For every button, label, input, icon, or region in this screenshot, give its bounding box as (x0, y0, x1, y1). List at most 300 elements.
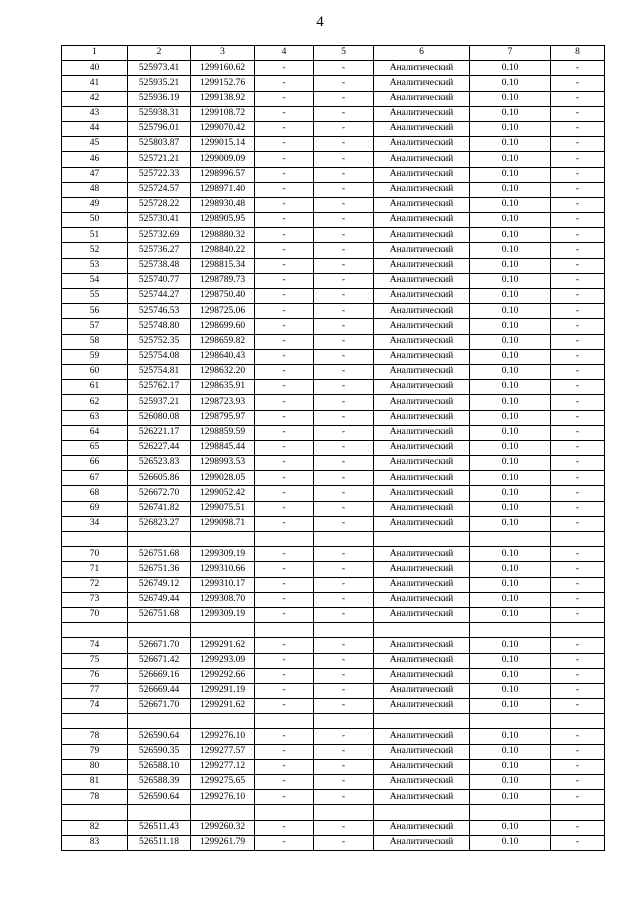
table-cell: 1299009.09 (191, 152, 255, 167)
table-cell: 0.10 (470, 775, 551, 790)
table-cell: 526588.39 (128, 775, 191, 790)
table-cell: 0.10 (470, 516, 551, 531)
table-cell: 40 (62, 61, 128, 76)
table-row (62, 577, 605, 592)
table-cell: 0.10 (470, 243, 551, 258)
table-cell: - (314, 820, 374, 835)
table-cell: Аналитический (374, 790, 470, 805)
table-row (62, 486, 605, 501)
table-cell: - (551, 121, 605, 136)
table-cell: 526080.08 (128, 410, 191, 425)
table-cell: - (255, 790, 314, 805)
table-cell: - (255, 547, 314, 562)
table-cell: - (314, 592, 374, 607)
table-cell: 525938.31 (128, 106, 191, 121)
table-cell: Аналитический (374, 380, 470, 395)
table-row (62, 319, 605, 334)
table-cell: Аналитический (374, 653, 470, 668)
table-cell: - (551, 744, 605, 759)
table-cell: 0.10 (470, 137, 551, 152)
table-cell: 59 (62, 349, 128, 364)
table-cell: - (551, 364, 605, 379)
table-cell: - (255, 61, 314, 76)
table-cell: 0.10 (470, 410, 551, 425)
table-cell: 526669.16 (128, 668, 191, 683)
table-cell-empty (62, 532, 128, 547)
table-cell-empty (62, 805, 128, 820)
table-row (62, 668, 605, 683)
table-cell: - (314, 653, 374, 668)
page-number: 4 (316, 14, 324, 30)
table-cell: 1298930.48 (191, 197, 255, 212)
table-cell: 0.10 (470, 349, 551, 364)
table-cell: 54 (62, 273, 128, 288)
table-cell: - (551, 471, 605, 486)
table-cell-empty (551, 532, 605, 547)
table-cell: - (255, 683, 314, 698)
table-cell: 526751.36 (128, 562, 191, 577)
table-cell: - (255, 228, 314, 243)
table-cell: - (255, 456, 314, 471)
table-cell: - (551, 91, 605, 106)
table-cell: - (255, 607, 314, 622)
table-cell: 0.10 (470, 380, 551, 395)
table-cell: 1299310.17 (191, 577, 255, 592)
table-cell: 70 (62, 607, 128, 622)
table-cell: 526221.17 (128, 425, 191, 440)
table-cell: - (255, 425, 314, 440)
table-cell: 525752.35 (128, 334, 191, 349)
table-cell: Аналитический (374, 137, 470, 152)
table-cell: - (314, 121, 374, 136)
table-cell: 44 (62, 121, 128, 136)
table-cell: - (314, 213, 374, 228)
table-cell: 57 (62, 319, 128, 334)
table-row (62, 273, 605, 288)
table-cell: - (314, 577, 374, 592)
table-cell: Аналитический (374, 577, 470, 592)
table-cell: - (551, 440, 605, 455)
table-cell-empty (374, 623, 470, 638)
table-cell: - (551, 167, 605, 182)
table-cell: - (314, 456, 374, 471)
table-cell-empty (374, 805, 470, 820)
table-cell: - (314, 729, 374, 744)
table-cell: 1299309.19 (191, 547, 255, 562)
table-cell-empty (128, 714, 191, 729)
table-cell: Аналитический (374, 486, 470, 501)
table-cell: 1298996.57 (191, 167, 255, 182)
table-row (62, 638, 605, 653)
table-row (62, 775, 605, 790)
table-cell-empty (255, 532, 314, 547)
table-row (62, 395, 605, 410)
table-cell: - (551, 137, 605, 152)
table-cell-empty (191, 714, 255, 729)
table-cell: - (551, 759, 605, 774)
table-row (62, 121, 605, 136)
table-cell: - (551, 562, 605, 577)
table-cell: - (551, 456, 605, 471)
table-cell: 41 (62, 76, 128, 91)
table-cell: - (314, 699, 374, 714)
table-cell: - (314, 562, 374, 577)
table-cell: 0.10 (470, 577, 551, 592)
table-cell: - (551, 547, 605, 562)
table-cell: 0.10 (470, 121, 551, 136)
table-cell: - (314, 638, 374, 653)
table-cell: - (314, 167, 374, 182)
table-cell: 1298699.60 (191, 319, 255, 334)
table-cell: Аналитический (374, 395, 470, 410)
table-cell: - (255, 76, 314, 91)
table-cell: 526669.44 (128, 683, 191, 698)
table-cell: 1299277.57 (191, 744, 255, 759)
table-row (62, 61, 605, 76)
table-cell: 0.10 (470, 547, 551, 562)
table-cell-empty (191, 805, 255, 820)
table-cell: 1299308.70 (191, 592, 255, 607)
table-cell: - (314, 410, 374, 425)
table-cell: - (255, 638, 314, 653)
table-cell: 526605.86 (128, 471, 191, 486)
table-cell: - (255, 744, 314, 759)
table-cell: Аналитический (374, 182, 470, 197)
table-cell: - (551, 638, 605, 653)
table-cell: - (255, 395, 314, 410)
table-cell: - (551, 577, 605, 592)
table-cell: - (551, 410, 605, 425)
table-cell: 1298859.59 (191, 425, 255, 440)
table-cell: - (314, 273, 374, 288)
table-cell: - (314, 304, 374, 319)
table-cell: 0.10 (470, 456, 551, 471)
table-cell: - (314, 759, 374, 774)
table-cell: 61 (62, 380, 128, 395)
table-row (62, 425, 605, 440)
table-cell: 1299277.12 (191, 759, 255, 774)
table-cell: 0.10 (470, 334, 551, 349)
table-cell: 64 (62, 425, 128, 440)
table-cell: - (551, 668, 605, 683)
table-cell: Аналитический (374, 243, 470, 258)
table-cell: 525736.27 (128, 243, 191, 258)
column-header-3: 3 (191, 46, 255, 61)
table-cell: 0.10 (470, 228, 551, 243)
table-cell: 1298640.43 (191, 349, 255, 364)
table-cell: - (551, 334, 605, 349)
table-cell: 0.10 (470, 61, 551, 76)
table-cell: 0.10 (470, 152, 551, 167)
table-cell: 0.10 (470, 683, 551, 698)
table-row (62, 304, 605, 319)
table-cell: - (314, 243, 374, 258)
table-cell: - (255, 289, 314, 304)
table-cell-empty (255, 714, 314, 729)
table-cell: Аналитический (374, 152, 470, 167)
table-cell: Аналитический (374, 759, 470, 774)
table-cell: Аналитический (374, 471, 470, 486)
table-cell: 71 (62, 562, 128, 577)
table-cell: Аналитический (374, 91, 470, 106)
table-cell: Аналитический (374, 547, 470, 562)
table-row (62, 243, 605, 258)
table-cell: - (551, 653, 605, 668)
table-cell: - (255, 182, 314, 197)
table-cell: 83 (62, 835, 128, 850)
table-cell: - (255, 471, 314, 486)
table-header-row (62, 46, 605, 61)
table-cell: 0.10 (470, 304, 551, 319)
table-cell: - (551, 182, 605, 197)
table-cell: Аналитический (374, 729, 470, 744)
table-cell: Аналитический (374, 273, 470, 288)
table-cell: - (551, 729, 605, 744)
table-cell: 62 (62, 395, 128, 410)
column-header-2: 2 (128, 46, 191, 61)
table-cell: - (255, 775, 314, 790)
table-cell: 525728.22 (128, 197, 191, 212)
table-cell: Аналитический (374, 213, 470, 228)
table-cell: - (551, 258, 605, 273)
table-cell: Аналитический (374, 820, 470, 835)
table-cell: 525748.80 (128, 319, 191, 334)
table-row (62, 744, 605, 759)
table-row (62, 167, 605, 182)
table-cell: 525740.77 (128, 273, 191, 288)
table-cell: - (551, 289, 605, 304)
table-cell: 526590.64 (128, 729, 191, 744)
table-cell: - (314, 668, 374, 683)
table-cell: - (551, 395, 605, 410)
table-cell: 0.10 (470, 471, 551, 486)
table-cell: 73 (62, 592, 128, 607)
table-cell: 46 (62, 152, 128, 167)
table-cell: - (255, 501, 314, 516)
table-cell-empty (128, 805, 191, 820)
table-cell: Аналитический (374, 258, 470, 273)
table-cell: - (314, 182, 374, 197)
table-cell: 34 (62, 516, 128, 531)
table-cell: - (314, 501, 374, 516)
table-cell: - (314, 486, 374, 501)
table-cell: 50 (62, 213, 128, 228)
table-cell: 1298905.95 (191, 213, 255, 228)
table-cell: 0.10 (470, 91, 551, 106)
table-cell: - (551, 516, 605, 531)
table-row (62, 213, 605, 228)
table-cell: 72 (62, 577, 128, 592)
table-cell: 1299028.05 (191, 471, 255, 486)
table-row (62, 197, 605, 212)
table-row (62, 592, 605, 607)
table-cell: 0.10 (470, 106, 551, 121)
table-row (62, 152, 605, 167)
table-cell: - (551, 380, 605, 395)
table-row (62, 759, 605, 774)
table-cell: - (255, 213, 314, 228)
table-cell: 0.10 (470, 289, 551, 304)
table-cell-empty (551, 805, 605, 820)
table-cell: 525973.41 (128, 61, 191, 76)
table-cell-empty (374, 532, 470, 547)
table-cell: - (255, 410, 314, 425)
table-cell: Аналитический (374, 592, 470, 607)
table-cell: 66 (62, 456, 128, 471)
table-row (62, 76, 605, 91)
table-cell: 0.10 (470, 835, 551, 850)
table-row (62, 91, 605, 106)
table-cell: 1299291.62 (191, 638, 255, 653)
table-cell: - (255, 577, 314, 592)
table-cell: 526671.70 (128, 699, 191, 714)
table-blank-row (62, 623, 605, 638)
table-cell: 78 (62, 729, 128, 744)
table-cell: 0.10 (470, 592, 551, 607)
table-cell: 526823.27 (128, 516, 191, 531)
table-cell: 525754.81 (128, 364, 191, 379)
table-cell: 1299291.62 (191, 699, 255, 714)
table-cell: - (255, 668, 314, 683)
table-cell: Аналитический (374, 440, 470, 455)
table-cell: - (551, 152, 605, 167)
table-cell: Аналитический (374, 304, 470, 319)
table-cell: 1298635.91 (191, 380, 255, 395)
table-cell: - (314, 197, 374, 212)
table-cell: 1299015.14 (191, 137, 255, 152)
table-cell: - (255, 820, 314, 835)
table-cell: 0.10 (470, 562, 551, 577)
table-cell: 1299075.51 (191, 501, 255, 516)
table-cell: 526523.83 (128, 456, 191, 471)
table-cell: 0.10 (470, 638, 551, 653)
table-row (62, 334, 605, 349)
table-cell: Аналитический (374, 638, 470, 653)
table-cell: - (255, 729, 314, 744)
table-cell: 525754.08 (128, 349, 191, 364)
table-cell: - (314, 91, 374, 106)
table-cell: 68 (62, 486, 128, 501)
table-row (62, 440, 605, 455)
table-cell: 1298723.93 (191, 395, 255, 410)
table-cell: - (551, 243, 605, 258)
table-cell: 1299160.62 (191, 61, 255, 76)
table-cell: 79 (62, 744, 128, 759)
column-header-6: 6 (374, 46, 470, 61)
table-cell: - (314, 425, 374, 440)
table-cell: Аналитический (374, 76, 470, 91)
table-cell: 1298845.44 (191, 440, 255, 455)
table-row (62, 699, 605, 714)
table-cell: - (551, 820, 605, 835)
table-cell: Аналитический (374, 410, 470, 425)
table-cell-empty (62, 623, 128, 638)
table-cell: 1298815.34 (191, 258, 255, 273)
table-row (62, 364, 605, 379)
table-row (62, 607, 605, 622)
table-cell-empty (314, 714, 374, 729)
table-cell: 0.10 (470, 744, 551, 759)
coordinates-table (61, 45, 605, 851)
table-cell: 0.10 (470, 319, 551, 334)
table-cell-empty (551, 623, 605, 638)
table-cell: 78 (62, 790, 128, 805)
table-cell: - (551, 699, 605, 714)
table-cell: 526749.44 (128, 592, 191, 607)
table-cell: 0.10 (470, 668, 551, 683)
table-cell: 525738.48 (128, 258, 191, 273)
table-cell: Аналитический (374, 197, 470, 212)
table-body (62, 61, 605, 851)
table-row (62, 653, 605, 668)
table-cell: 43 (62, 106, 128, 121)
table-cell: 0.10 (470, 273, 551, 288)
table-cell-empty (314, 623, 374, 638)
table-cell: - (314, 744, 374, 759)
table-cell: 1298971.40 (191, 182, 255, 197)
table-cell: Аналитический (374, 228, 470, 243)
table-cell: - (255, 759, 314, 774)
table-cell: Аналитический (374, 319, 470, 334)
table-cell: - (551, 501, 605, 516)
table-row (62, 289, 605, 304)
table-cell-empty (255, 623, 314, 638)
table-cell: 1298993.53 (191, 456, 255, 471)
table-cell: - (314, 835, 374, 850)
table-cell-empty (255, 805, 314, 820)
table-cell: Аналитический (374, 516, 470, 531)
table-cell: - (551, 607, 605, 622)
table-cell: 526590.64 (128, 790, 191, 805)
table-row (62, 820, 605, 835)
table-cell: - (551, 273, 605, 288)
table-cell: 0.10 (470, 820, 551, 835)
table-cell: - (551, 835, 605, 850)
table-cell: Аналитический (374, 456, 470, 471)
table-cell: - (314, 395, 374, 410)
table-cell: - (314, 106, 374, 121)
table-cell: - (255, 699, 314, 714)
table-cell: Аналитический (374, 349, 470, 364)
table-cell: 0.10 (470, 699, 551, 714)
table-cell: 1298750.40 (191, 289, 255, 304)
table-cell: 56 (62, 304, 128, 319)
table-cell-empty (470, 532, 551, 547)
table-cell: - (255, 167, 314, 182)
table-cell: 1299310.66 (191, 562, 255, 577)
table-cell: 525803.87 (128, 137, 191, 152)
table-cell: 81 (62, 775, 128, 790)
table-row (62, 562, 605, 577)
table-cell: 0.10 (470, 213, 551, 228)
table-cell: - (551, 349, 605, 364)
table-row (62, 228, 605, 243)
table-cell: - (255, 334, 314, 349)
table-row (62, 516, 605, 531)
table-cell: 42 (62, 91, 128, 106)
table-cell: Аналитический (374, 61, 470, 76)
table-cell: - (255, 653, 314, 668)
table-cell: 0.10 (470, 729, 551, 744)
table-cell: 67 (62, 471, 128, 486)
table-cell: 0.10 (470, 440, 551, 455)
table-cell: - (314, 137, 374, 152)
table-cell: 0.10 (470, 258, 551, 273)
table-cell: Аналитический (374, 775, 470, 790)
table-cell: - (255, 91, 314, 106)
table-row (62, 456, 605, 471)
table-cell: - (551, 775, 605, 790)
